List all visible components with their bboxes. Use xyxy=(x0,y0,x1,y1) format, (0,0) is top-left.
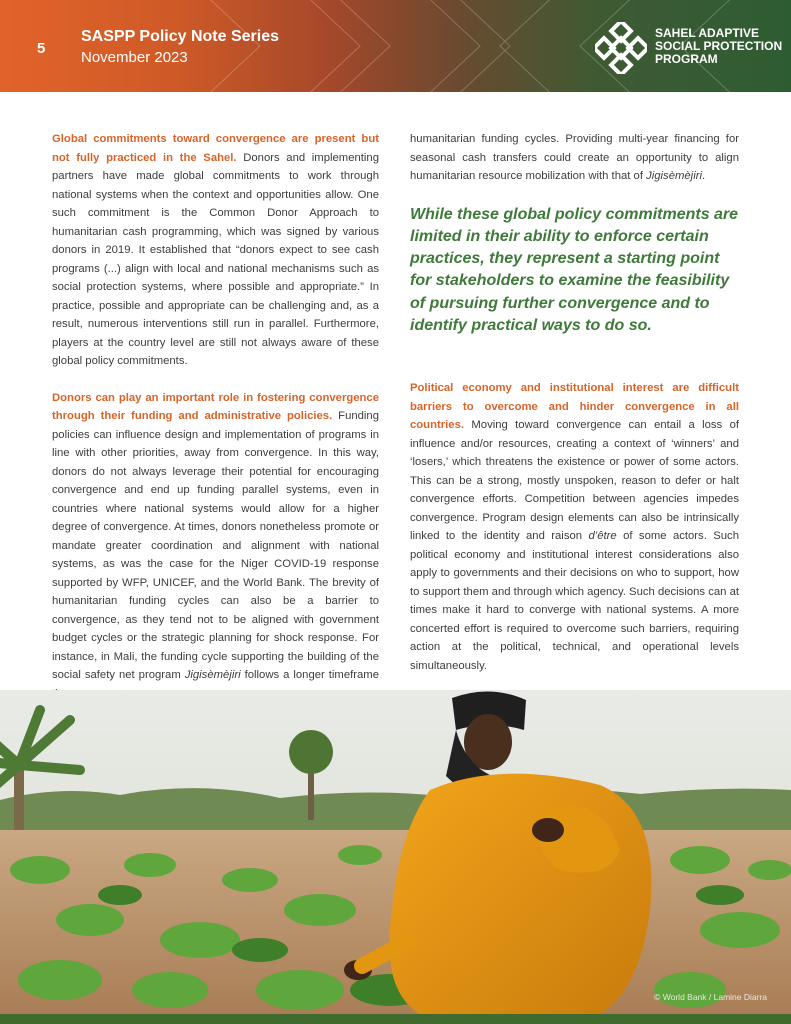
paragraph-global-commitments xyxy=(52,130,379,371)
paragraph-body: Donors and implementing partners have made global commitments to work through national systems when the context and opportunities allow. One such commitment is the Common Donor Approach to humanitarian cash programming, which was signed by various donors in 2019. It established that “donors expect to see cash programs (...) align with local and national mechanisms such as social protection systems, where possible and appropriate.” In practice, possible and appropriate can be challenging and, as a result, numerous interventions still run in parallel. Furthermore, players at the country level are still not always aware of these global policy commitments. xyxy=(52,151,379,367)
italic-term: d’être xyxy=(588,530,617,543)
farmer-in-cassava-field-image xyxy=(0,690,791,1014)
field-photo xyxy=(0,690,791,1014)
publication-date: November 2023 xyxy=(81,49,188,66)
paragraph-body: Funding policies can influence design and implementation of programs in line with other priorities, away from convergence. In this way, donors do not always leverage their potential for encouraging convergence and end up funding parallel systems, even in countries where national systems would allow for a higher degree of convergence. At times, donors nonetheless promote or mandate greater coordination and alignment with national systems, as was the case for the Niger COVID-19 response supported by WFP, UNICEF, and the World Bank. The brevity of humanitarian funding cycles can also be a barrier to convergence, as they tend not to be aligned with government budget cycles or the strategic planning for shock response. For instance, in Mali, the funding cycle supporting the building of the social safety net program xyxy=(52,410,379,681)
footer-bar xyxy=(0,1014,791,1024)
program-name: Jigisèmèjiri xyxy=(646,170,702,182)
paragraph-lead: Donors can play an important role in fostering convergence through their funding and administrative policies. xyxy=(52,391,379,422)
series-title: SASPP Policy Note Series xyxy=(81,28,280,45)
paragraph-body-end: . xyxy=(701,170,706,182)
paragraph-body: Moving toward convergence can entail a loss of influence and/or resources, creating a context of ‘winners’ and ‘losers,’ which threatens the existence or power of some actors. This can be a strong, mostly unspoken, reason to defer or halt convergence efforts. Competition between agencies impedes convergence. Program design elements can also be intrinsically linked to the identity and raison xyxy=(410,419,739,543)
program-logo-text xyxy=(655,27,785,66)
page-header xyxy=(0,0,791,92)
logo-line-3: PROGRAM xyxy=(655,52,718,66)
logo-line-2: SOCIAL PROTECTION xyxy=(655,39,783,53)
saspp-knot-logo-icon xyxy=(595,22,647,74)
paragraph-body: humanitarian funding cycles. Providing multi-year financing for seasonal cash transfers could create an opportunity to align humanitarian resource mobilization with that of xyxy=(410,133,739,182)
page-number: 5 xyxy=(37,40,46,57)
paragraph-political-economy xyxy=(410,379,739,675)
paragraph-body-end: of some actors. Such political economy and institutional interest considerations also apply to governments and their decisions on who to support, how to support them and through which agency. Such decisions can at times make it hard to converge with national systems. A more concerted effort is required to overcome such barriers, requiring action at the political, technical, and operational levels simultaneously. xyxy=(410,530,739,672)
right-column xyxy=(410,130,739,693)
paragraph-lead: Political economy and institutional interest are difficult barriers to overcome and hinder convergence in all countries. xyxy=(410,382,739,432)
paragraph-lead: Global commitments toward convergence are present but not fully practiced in the Sahel. xyxy=(52,133,379,164)
paragraph-donors-role xyxy=(52,389,379,704)
photo-credit: © World Bank / Lamine Diarra xyxy=(654,992,767,1002)
paragraph-body-end: follows a longer timeframe xyxy=(244,669,379,681)
left-column xyxy=(52,130,379,721)
program-name: Jigisèmèjiri xyxy=(184,669,241,681)
pull-quote: While these global policy commitments are limited in their ability to enforce certain practices, they represent a starting point for stakeholders to examine the feasibility of pursuing further convergence and to identify practical ways to do so. xyxy=(410,205,739,334)
logo-line-1: SAHEL ADAPTIVE xyxy=(655,26,760,40)
paragraph-continued xyxy=(410,130,739,186)
